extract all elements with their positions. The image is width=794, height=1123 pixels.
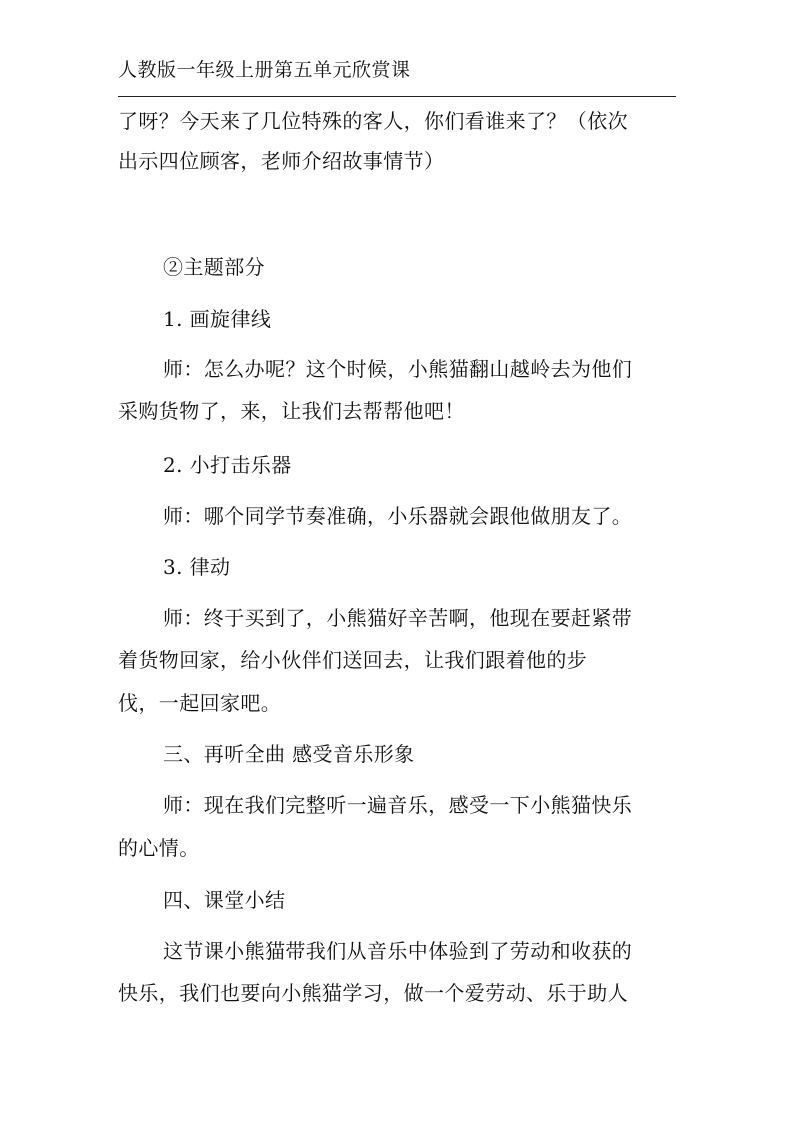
- text-line: 了呀？今天来了几位特殊的客人，你们看谁来了？（依次: [118, 109, 628, 133]
- subsection-heading: 3. 律动: [163, 555, 231, 579]
- text-line: 这节课小熊猫带我们从音乐中体验到了劳动和收获的: [163, 939, 633, 963]
- text-line: 着货物回家，给小伙伴们送回去，让我们跟着他的步: [118, 648, 588, 672]
- subsection-heading: 2. 小打击乐器: [163, 453, 292, 477]
- section-heading: ②主题部分: [163, 255, 265, 279]
- section-heading: 四、课堂小结: [163, 888, 286, 912]
- section-heading: 三、再听全曲 感受音乐形象: [163, 742, 415, 766]
- text-line: 师：哪个同学节奏准确，小乐器就会跟他做朋友了。: [163, 504, 633, 528]
- subsection-heading: 1. 画旋律线: [163, 307, 272, 331]
- text-line: 师：现在我们完整听一遍音乐，感受一下小熊猫快乐: [163, 793, 633, 817]
- header-divider: [118, 96, 676, 97]
- text-line: 伐，一起回家吧。: [118, 691, 282, 715]
- text-line: 采购货物了，来，让我们去帮帮他吧！: [118, 399, 465, 423]
- page-header: 人教版一年级上册第五单元欣赏课: [118, 59, 411, 81]
- text-line: 的心情。: [118, 836, 200, 860]
- text-line: 出示四位顾客，老师介绍故事情节）: [118, 149, 445, 173]
- text-line: 师：终于买到了，小熊猫好辛苦啊，他现在要赶紧带: [163, 606, 633, 630]
- text-line: 快乐，我们也要向小熊猫学习，做一个爱劳动、乐于助人: [118, 981, 628, 1005]
- text-line: 师：怎么办呢？这个时候，小熊猫翻山越岭去为他们: [163, 357, 633, 381]
